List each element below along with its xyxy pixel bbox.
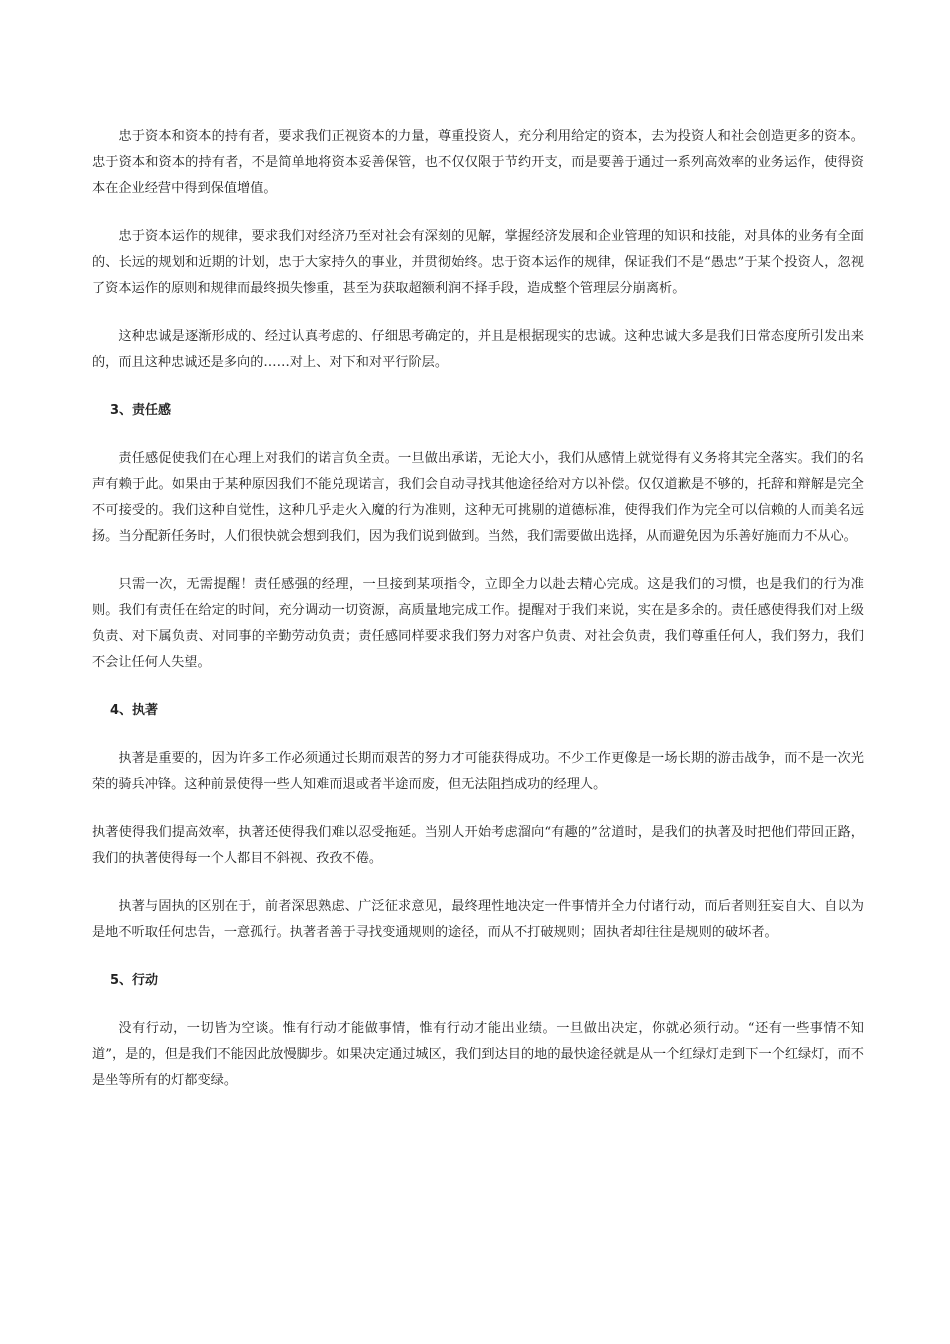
section-heading-responsibility: 3、责任感 <box>110 403 172 418</box>
paragraph-persistence-importance: 执著是重要的，因为许多工作必须通过长期而艰苦的努力才可能获得成功。不少工作更像是一场长期的游击战争，而不是一次光荣的骑兵冲锋。这种前景使得一些人知难而退或者半途而废，但无法阻挡成功的经理人。 <box>92 751 864 792</box>
paragraph-responsibility-once: 只需一次，无需提醒！责任感强的经理，一旦接到某项指令，立即全力以赴去精心完成。这是我们的习惯，也是我们的行为准则。我们有责任在给定的时间，充分调动一切资源，高质量地完成工作。提醒对于我们来说，实在是多余的。责任感使得我们对上级负责、对下属负责、对同事的辛勤劳动负责；责任感同样要求我们努力对客户负责、对社会负责，我们尊重任何人，我们努力，我们不会让任何人失望。 <box>92 577 864 670</box>
paragraph-capital-holders: 忠于资本和资本的持有者，要求我们正视资本的力量，尊重投资人，充分利用给定的资本，去为投资人和社会创造更多的资本。忠于资本和资本的持有者，不是简单地将资本妥善保管，也不仅仅限于节约开支，而是要善于通过一系列高效率的业务运作，使得资本在企业经营中得到保值增值。 <box>92 129 864 196</box>
section-heading-persistence: 4、执著 <box>110 703 159 718</box>
paragraph-loyalty-nature: 这种忠诚是逐渐形成的、经过认真考虑的、仔细思考确定的，并且是根据现实的忠诚。这种忠诚大多是我们日常态度所引发出来的，而且这种忠诚还是多向的……对上、对下和对平行阶层。 <box>92 329 864 370</box>
document-body <box>92 124 864 1116</box>
section-heading-action: 5、行动 <box>110 973 159 988</box>
paragraph-persistence-efficiency: 执著使得我们提高效率，执著还使得我们难以忍受拖延。当别人开始考虑溜向“有趣的”岔道时，是我们的执著及时把他们带回正路，我们的执著使得每一个人都目不斜视、孜孜不倦。 <box>92 825 864 866</box>
paragraph-persistence-vs-stubbornness: 执著与固执的区别在于，前者深思熟虑、广泛征求意见，最终理性地决定一件事情并全力付诸行动，而后者则狂妄自大、自以为是地不听取任何忠告，一意孤行。执著者善于寻找变通规则的途径，而从不打破规则；固执者却往往是规则的破坏者。 <box>92 899 864 940</box>
paragraph-capital-rules: 忠于资本运作的规律，要求我们对经济乃至对社会有深刻的见解，掌握经济发展和企业管理的知识和技能，对具体的业务有全面的、长远的规划和近期的计划，忠于大家持久的事业，并贯彻始终。忠于资本运作的规律，保证我们不是“愚忠”于某个投资人，忽视了资本运作的原则和规律而最终损失惨重，甚至为获取超额利润不择手段，造成整个管理层分崩离析。 <box>92 229 864 296</box>
paragraph-responsibility-promise: 责任感促使我们在心理上对我们的诺言负全责。一旦做出承诺，无论大小，我们从感情上就觉得有义务将其完全落实。我们的名声有赖于此。如果由于某种原因我们不能兑现诺言，我们会自动寻找其他途径给对方以补偿。仅仅道歉是不够的，托辞和辩解是完全不可接受的。我们这种自觉性，这种几乎走火入魔的行为准则，这种无可挑剔的道德标准，使得我们作为完全可以信赖的人而美名远扬。当分配新任务时，人们很快就会想到我们，因为我们说到做到。当然，我们需要做出选择，从而避免因为乐善好施而力不从心。 <box>92 451 864 544</box>
paragraph-action: 没有行动，一切皆为空谈。惟有行动才能做事情，惟有行动才能出业绩。一旦做出决定，你就必须行动。“还有一些事情不知道”，是的，但是我们不能因此放慢脚步。如果决定通过城区，我们到达目的地的最快途径就是从一个红绿灯走到下一个红绿灯，而不是坐等所有的灯都变绿。 <box>92 1021 864 1088</box>
